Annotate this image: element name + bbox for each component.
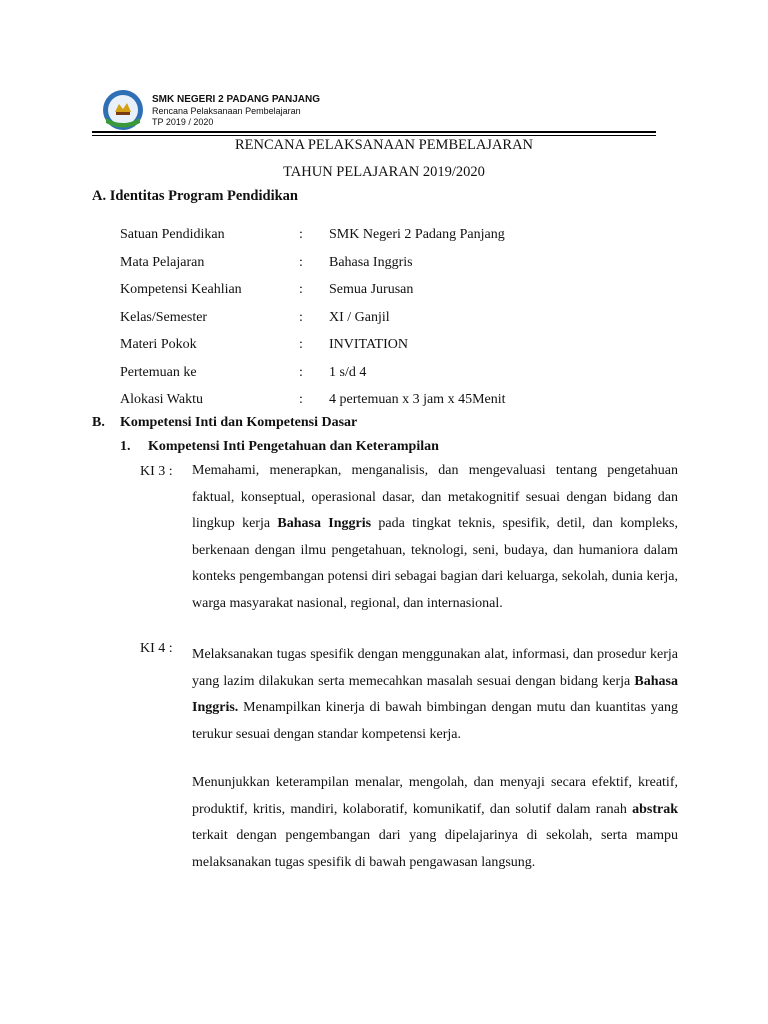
ki4-p2-text-start: Menunjukkan keterampilan menalar, mengolah, dan menyaji secara efektif, kreatif, produktif, kritis, mandiri, kolaboratif, komunikatif, dan solutif dalam ranah xyxy=(192,775,678,817)
identity-value: 1 s/d 4 xyxy=(329,365,367,380)
header-divider-thick xyxy=(92,131,656,133)
ki4-subject-bold: Bahasa Inggris. xyxy=(192,673,678,715)
identity-label: Satuan Pendidikan xyxy=(120,227,225,242)
school-logo-icon xyxy=(100,88,146,134)
ki4-label: KI 4 : xyxy=(140,641,173,656)
identity-colon: : xyxy=(299,392,303,407)
identity-colon: : xyxy=(299,282,303,297)
identity-label: Kompetensi Keahlian xyxy=(120,282,242,297)
section-b-heading: Kompetensi Inti dan Kompetensi Dasar xyxy=(120,415,358,430)
ki4-abstract-bold: abstrak xyxy=(632,801,678,817)
identity-value: INVITATION xyxy=(329,337,408,352)
identity-label: Materi Pokok xyxy=(120,337,197,352)
identity-colon: : xyxy=(299,337,303,352)
subsection-heading: Kompetensi Inti Pengetahuan dan Keterampilan xyxy=(148,439,439,454)
header-school-name: SMK NEGERI 2 PADANG PANJANG xyxy=(152,94,320,105)
ki3-paragraph xyxy=(192,458,678,617)
identity-value: SMK Negeri 2 Padang Panjang xyxy=(329,227,505,242)
identity-label: Alokasi Waktu xyxy=(120,392,203,407)
identity-value: Semua Jurusan xyxy=(329,282,414,297)
subsection-marker: 1. xyxy=(120,439,131,454)
document-year-title: TAHUN PELAJARAN 2019/2020 xyxy=(283,164,485,180)
identity-label: Mata Pelajaran xyxy=(120,255,205,270)
section-b-marker: B. xyxy=(92,415,105,430)
ki4-paragraph-1 xyxy=(192,642,678,748)
identity-value: 4 pertemuan x 3 jam x 45Menit xyxy=(329,392,506,407)
identity-colon: : xyxy=(299,365,303,380)
ki3-text-start: Memahami, menerapkan, menganalisis, dan mengevaluasi tentang pengetahuan faktual, konseptual, operasional dasar, dan metakognitif sesuai dengan bidang dan lingkup kerja xyxy=(192,463,678,531)
ki3-text-end: pada tingkat teknis, spesifik, detil, dan kompleks, berkenaan dengan ilmu pengetahuan, teknologi, seni, budaya, dan humaniora dalam konteks pengembangan potensi diri sebagai bagian dari keluarga, sekolah, dunia kerja, warga masyarakat nasional, regional, dan internasional. xyxy=(192,516,679,611)
identity-colon: : xyxy=(299,310,303,325)
identity-colon: : xyxy=(299,255,303,270)
ki3-subject-bold: Bahasa Inggris xyxy=(277,516,372,531)
ki4-paragraph-2 xyxy=(192,770,678,876)
ki4-p1-text-start: Melaksanakan tugas spesifik dengan menggunakan alat, informasi, dan prosedur kerja yang lazim dilakukan serta memecahkan masalah sesuai dengan bidang kerja xyxy=(192,647,678,689)
identity-label: Pertemuan ke xyxy=(120,365,197,380)
identity-value: XI / Ganjil xyxy=(329,310,390,325)
ki3-label: KI 3 : xyxy=(140,464,173,479)
identity-colon: : xyxy=(299,227,303,242)
ki4-p2-text-end: terkait dengan pengembangan dari yang dipelajarinya di sekolah, serta mampu melaksanakan tugas spesifik di bawah pengawasan langsung. xyxy=(192,828,678,870)
ki4-p1-text-end: Menampilkan kinerja di bawah bimbingan dengan mutu dan kuantitas yang terukur sesuai dengan standar kompetensi kerja. xyxy=(192,700,678,742)
header-school-year: TP 2019 / 2020 xyxy=(152,117,214,127)
identity-value: Bahasa Inggris xyxy=(329,255,413,270)
document-title: RENCANA PELAKSANAAN PEMBELAJARAN xyxy=(234,137,534,153)
identity-label: Kelas/Semester xyxy=(120,310,208,325)
header-document-type: Rencana Pelaksanaan Pembelajaran xyxy=(152,106,301,116)
section-a-heading: A. Identitas Program Pendidikan xyxy=(92,188,298,204)
